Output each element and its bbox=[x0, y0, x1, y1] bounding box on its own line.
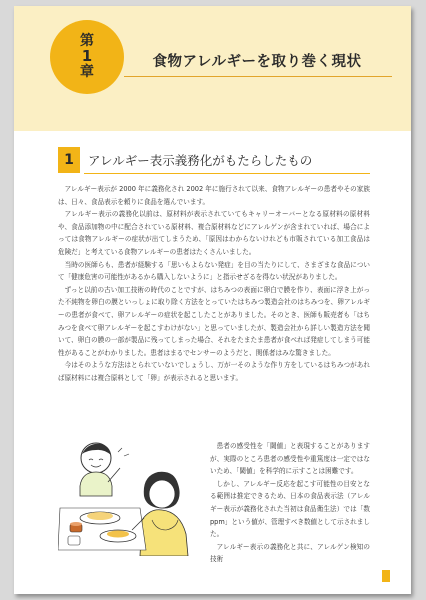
paragraph: 今はそのような方法はとられていないでしょうし、万が一そのような作り方をしているはちみつがあれば原材料には複合原料として「卵」が表示されると思います。 bbox=[58, 361, 370, 382]
section-heading bbox=[58, 147, 370, 173]
wrapped-text bbox=[210, 440, 370, 566]
paragraph: アレルギー表示の義務化以前は、原材料が表示されていてもキャリーオーバーとなる原材料の原材料や、食品添加物の中に配合されている原材料、複合原材料などにアレルゲンが含まれていれば、場合によっては食物アレルギーの症状が出てしまうため、「原因はわからないけれども市販されている加工食品は危険だ」と考えている食物アレルギーの患者はたくさんいました。 bbox=[58, 210, 370, 256]
paragraph: 当時の医師らも、患者が経験する「思いもよらない発症」を目の当たりにして、さまざまな食品について「健康危害の可能性があるから購入しないように」と指示せざるを得ない状況がありました。 bbox=[58, 260, 370, 282]
chapter-title-underline bbox=[124, 76, 392, 77]
chapter-number: 1 bbox=[81, 47, 93, 66]
chapter-label-top: 第 bbox=[80, 33, 94, 50]
chapter-label-bottom: 章 bbox=[80, 63, 94, 80]
family-eating-meal-illustration bbox=[58, 438, 208, 556]
paragraph: 患者の感受性を「閾値」と表現することがありますが、実際のところ患者の感受性や重篤度は一定ではないため、「閾値」を科学的に示すことは困難です。 bbox=[210, 442, 370, 476]
paragraph: アレルギー表示の義務化と共に、アレルゲン検知の技術 bbox=[210, 542, 370, 564]
paragraph: しかし、アレルギー反応を起こす可能性の目安となる範囲は推定できるため、日本の食品表示法（アレルギー表示が義務化された当初は食品衛生法）では「数 ppm」という値が、管理すべき数値として示されました。 bbox=[210, 479, 370, 539]
paragraph: アレルギー表示が 2000 年に義務化され 2002 年に施行されて以来、食物アレルギーの患者やその家族は、日々、食品表示を頼りに食品を選んでいます。 bbox=[58, 185, 370, 206]
chapter-title: 食物アレルギーを取り巻く現状 bbox=[152, 54, 362, 70]
body-text bbox=[58, 183, 370, 385]
document-page bbox=[14, 6, 411, 594]
paragraph: ずっと以前の古い加工技術の時代のことですが、はちみつの表面に卵白で膜を作り、表面に浮き上がった不純物を卵白の膜といっしょに取り除く方法をとっていたはちみつ製造会社のはちみつを、卵アレルギーの患者が食べて、卵アレルギーの症状を起こしたことがありました。そのとき、医師も販売者も「はちみつを食べて卵アレルギーを起こすわけがない」と思っていましたが、製造会社から詳しい製造方法を聞いて、卵白の膜の一部が製品に残ってしまった場合、それをたまたま患者が食べれば発症してしまう可能性があることがわかりました。患者はまるでセンサーのようだと、関係者はみな驚きました。 bbox=[58, 285, 370, 357]
section-number: 1 bbox=[58, 147, 80, 173]
section-title: アレルギー表示義務化がもたらしたもの bbox=[84, 147, 370, 174]
page-marker bbox=[382, 570, 390, 582]
chapter-badge bbox=[50, 20, 124, 94]
